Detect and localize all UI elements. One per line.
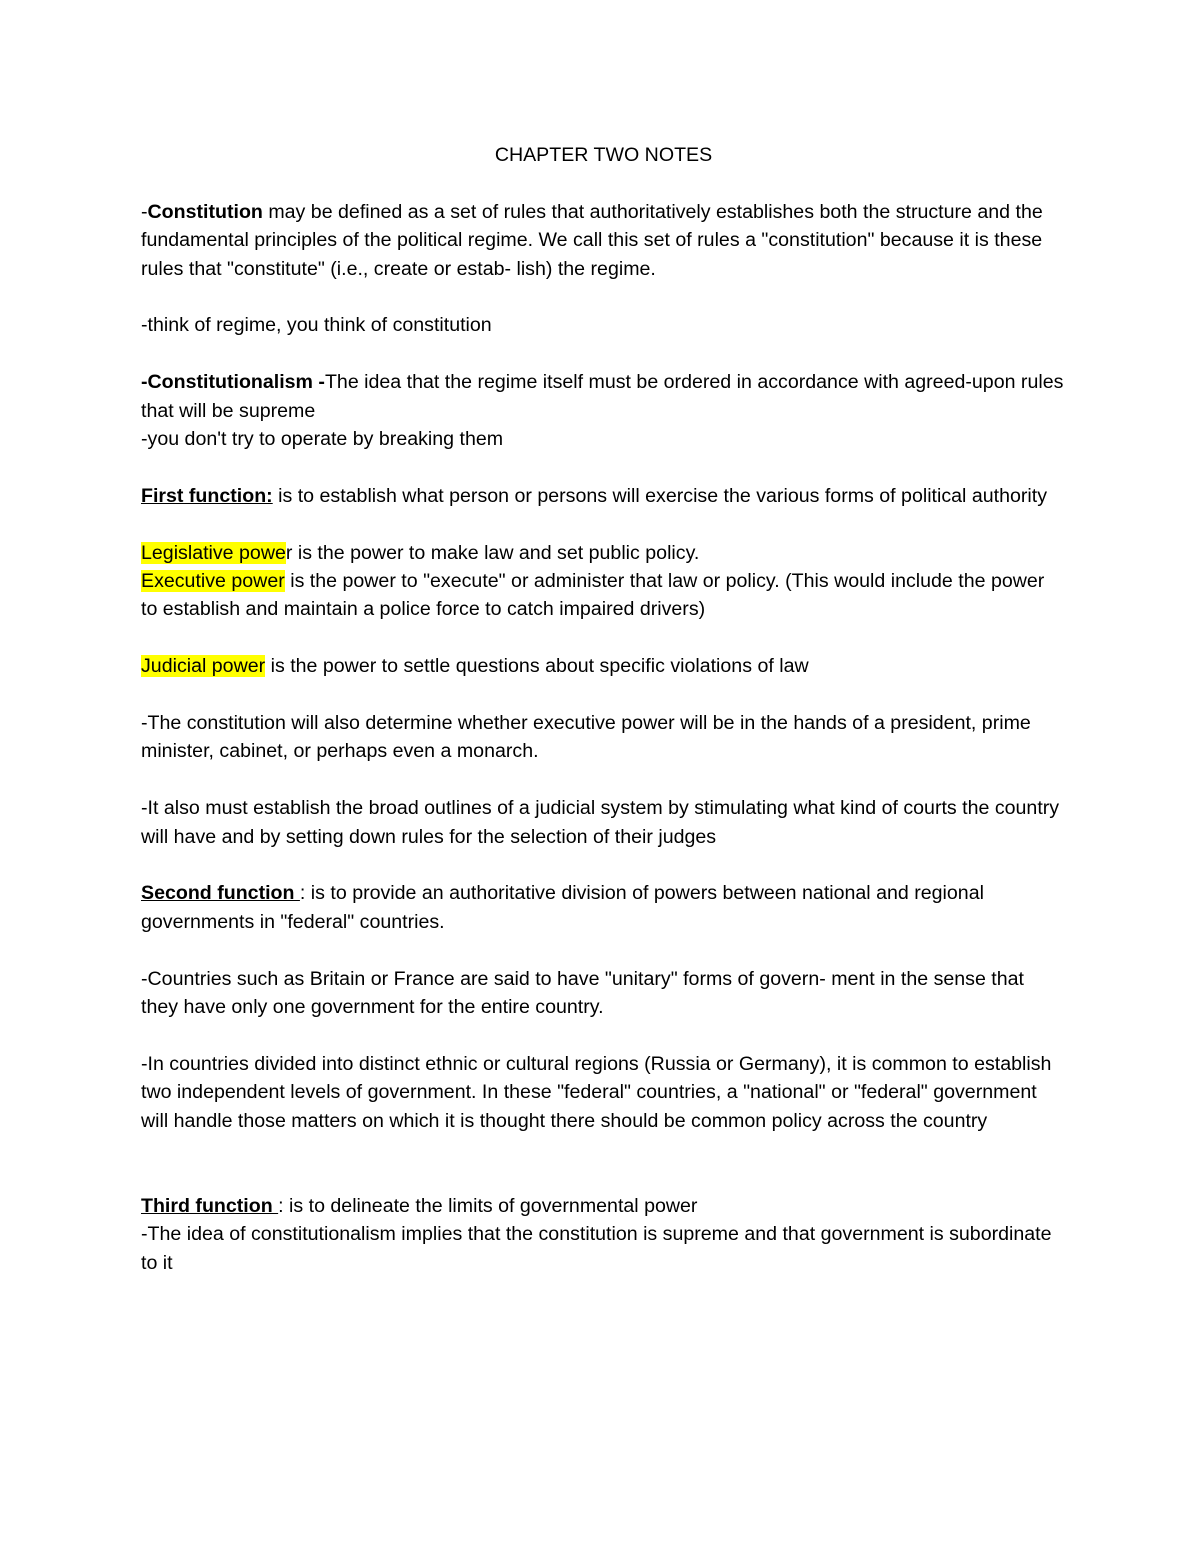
document-title: CHAPTER TWO NOTES xyxy=(494,144,713,166)
third-function-text: : is to delineate the limits of governmental power xyxy=(278,1194,698,1217)
first-function-paragraph xyxy=(141,482,1066,510)
constitutionalism-term: -Constitutionalism - xyxy=(141,371,325,394)
legislative-highlight: Legislative powe xyxy=(141,541,286,564)
executive-highlight: Executive power xyxy=(141,570,285,593)
second-function-text: : is to provide an authoritative division of powers between national and regional governments in "federal" countries. xyxy=(141,882,984,933)
judicial-highlight: Judicial power xyxy=(141,655,266,678)
third-function-paragraph xyxy=(141,1192,1066,1220)
constitution-definition: may be defined as a set of rules that authoritatively establishes both the structure and the fundamental principles of the political regime. We call this set of rules a "constitution" because it is these rules that "constitute" (i.e., create or estab- lish) the regime. xyxy=(141,200,1043,280)
first-function-text: is to establish what person or persons will exercise the various forms of political authority xyxy=(272,484,1048,507)
executive-paragraph xyxy=(141,567,1066,624)
constitutionalism-paragraph xyxy=(141,368,1066,425)
third-function-label: Third function xyxy=(141,1194,279,1217)
document-page xyxy=(141,141,1066,1277)
unitary-paragraph: -Countries such as Britain or France are said to have "unitary" forms of govern- ment in the sense that they have only one government for the entire country. xyxy=(141,967,1024,1019)
executive-text: is the power to "execute" or administer that law or policy. (This would include the power to establish and maintain a police force to catch impaired drivers) xyxy=(141,570,1045,621)
regime-note: -think of regime, you think of constitution xyxy=(141,314,492,337)
judicial-paragraph xyxy=(141,652,1066,680)
constitution-term: Constitution xyxy=(147,200,263,223)
legislative-text: r is the power to make law and set public policy. xyxy=(285,541,700,564)
judicial-system-paragraph: -It also must establish the broad outlines of a judicial system by stimulating what kind of courts the country will have and by setting down rules for the selection of their judges xyxy=(141,797,1060,848)
federal-paragraph: -In countries divided into distinct ethnic or cultural regions (Russia or Germany), it is common to establish two independent levels of government. In these "federal" countries, a "national" or "federal" government will handle those matters on which it is thought there should be common policy across the country xyxy=(141,1052,1052,1132)
executive-determination-paragraph: -The constitution will also determine whether executive power will be in the hands of a president, prime minister, cabinet, or perhaps even a monarch. xyxy=(141,712,1031,763)
second-function-label: Second function xyxy=(141,882,300,905)
judicial-text: is the power to settle questions about specific violations of law xyxy=(265,655,809,678)
first-function-label: First function: xyxy=(141,484,273,507)
supremacy-paragraph: -The idea of constitutionalism implies that the constitution is supreme and that government is subordinate to it xyxy=(141,1223,1052,1274)
second-function-paragraph xyxy=(141,879,1066,936)
dash-prefix: - xyxy=(141,200,148,223)
legislative-paragraph xyxy=(141,539,1066,567)
constitutionalism-definition: The idea that the regime itself must be ordered in accordance with agreed-upon rules that will be supreme xyxy=(141,371,1064,422)
constitution-paragraph xyxy=(141,198,1066,283)
constitutionalism-note: -you don't try to operate by breaking them xyxy=(141,428,504,451)
